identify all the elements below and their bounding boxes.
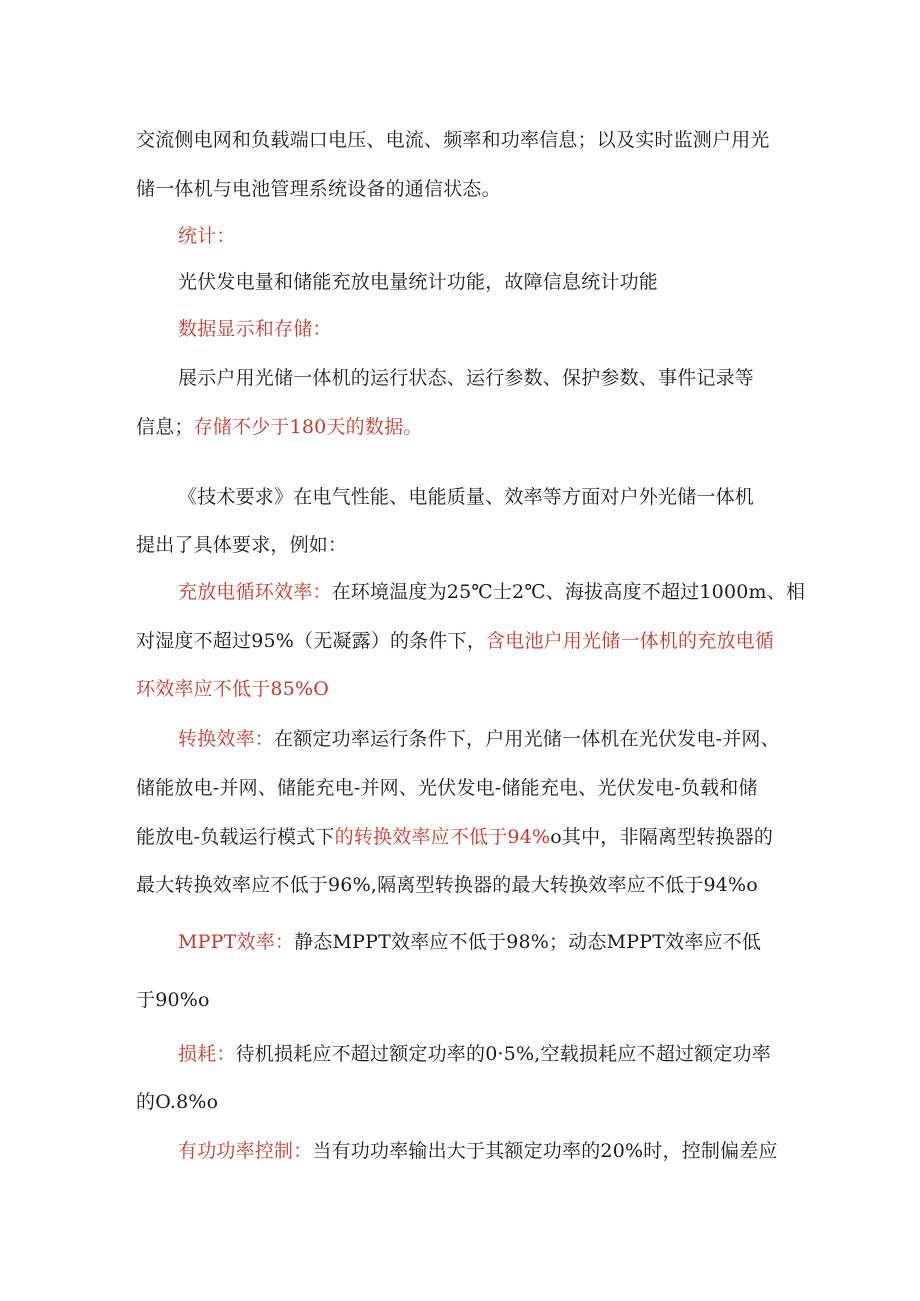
text-line xyxy=(178,1139,778,1163)
body-text: 光伏发电量和储能充放电量统计功能，故障信息统计功能 xyxy=(178,271,659,293)
highlighted-text: 转换效率： xyxy=(178,728,275,750)
body-text: o其中，非隔离型转换器的 xyxy=(550,826,774,848)
body-text: 提出了具体要求，例如： xyxy=(136,534,348,556)
text-line xyxy=(136,629,774,653)
text-line xyxy=(136,128,770,152)
text-line xyxy=(136,415,422,439)
text-line xyxy=(136,177,501,201)
text-line xyxy=(136,988,210,1012)
body-text: 展示户用光储一体机的运行状态、运行参数、保护参数、事件记录等 xyxy=(178,367,755,389)
text-line xyxy=(178,1042,771,1066)
body-text: 信息； xyxy=(136,416,194,438)
text-line xyxy=(136,873,758,897)
text-line xyxy=(178,317,332,341)
text-line xyxy=(136,825,773,849)
highlighted-text: 环效率应不低于85%O xyxy=(136,678,330,700)
highlighted-text: MPPT效率： xyxy=(178,931,295,953)
text-line xyxy=(136,776,758,800)
body-text: 《技术要求》在电气性能、电能质量、效率等方面对户外光储一体机 xyxy=(178,486,755,508)
highlighted-text: 的转换效率应不低于94% xyxy=(334,826,551,848)
highlighted-text: 有功功率控制： xyxy=(178,1140,313,1162)
text-line xyxy=(136,1090,218,1114)
text-line xyxy=(178,727,780,751)
body-text: 交流侧电网和负载端口电压、电流、频率和功率信息；以及实时监测户用光 xyxy=(136,129,770,151)
text-line xyxy=(178,270,658,294)
body-text: 的O.8%o xyxy=(136,1091,219,1113)
body-text: 静态MPPT效率应不低于98%；动态MPPT效率应不低 xyxy=(294,931,762,953)
highlighted-text: 统计： xyxy=(178,225,236,247)
text-line xyxy=(178,580,805,604)
highlighted-text: 数据显示和存储： xyxy=(178,318,332,340)
text-line xyxy=(178,930,761,954)
text-line xyxy=(178,485,754,509)
body-text: 于90%o xyxy=(136,989,210,1011)
text-line xyxy=(136,533,347,557)
highlighted-text: 存储不少于180天的数据。 xyxy=(193,416,423,438)
text-line xyxy=(178,366,754,390)
body-text: 在额定功率运行条件下，户用光储一体机在光伏发电-并网、 xyxy=(274,728,780,750)
body-text: 在环境温度为25℃士2℃、海拔高度不超过1000m、相 xyxy=(331,581,806,603)
body-text: 对湿度不超过95%（无凝露）的条件下， xyxy=(136,630,487,652)
body-text: 最大转换效率应不低于96%,隔离型转换器的最大转换效率应不低于94%o xyxy=(136,874,758,896)
highlighted-text: 含电池户用光储一体机的充放电循 xyxy=(486,630,775,652)
text-line xyxy=(178,224,236,248)
body-text: 能放电-负载运行模式下 xyxy=(136,826,335,848)
text-line xyxy=(136,677,329,701)
body-text: 储能放电-并网、储能充电-并网、光伏发电-储能充电、光伏发电-负载和储 xyxy=(136,777,758,799)
body-text: 待机损耗应不超过额定功率的0·5%,空载损耗应不超过额定功率 xyxy=(235,1043,771,1065)
body-text: 储一体机与电池管理系统设备的通信状态。 xyxy=(136,178,501,200)
body-text: 当有功功率输出大于其额定功率的20%时，控制偏差应 xyxy=(312,1140,778,1162)
highlighted-text: 充放电循环效率： xyxy=(178,581,332,603)
highlighted-text: 损耗： xyxy=(178,1043,236,1065)
